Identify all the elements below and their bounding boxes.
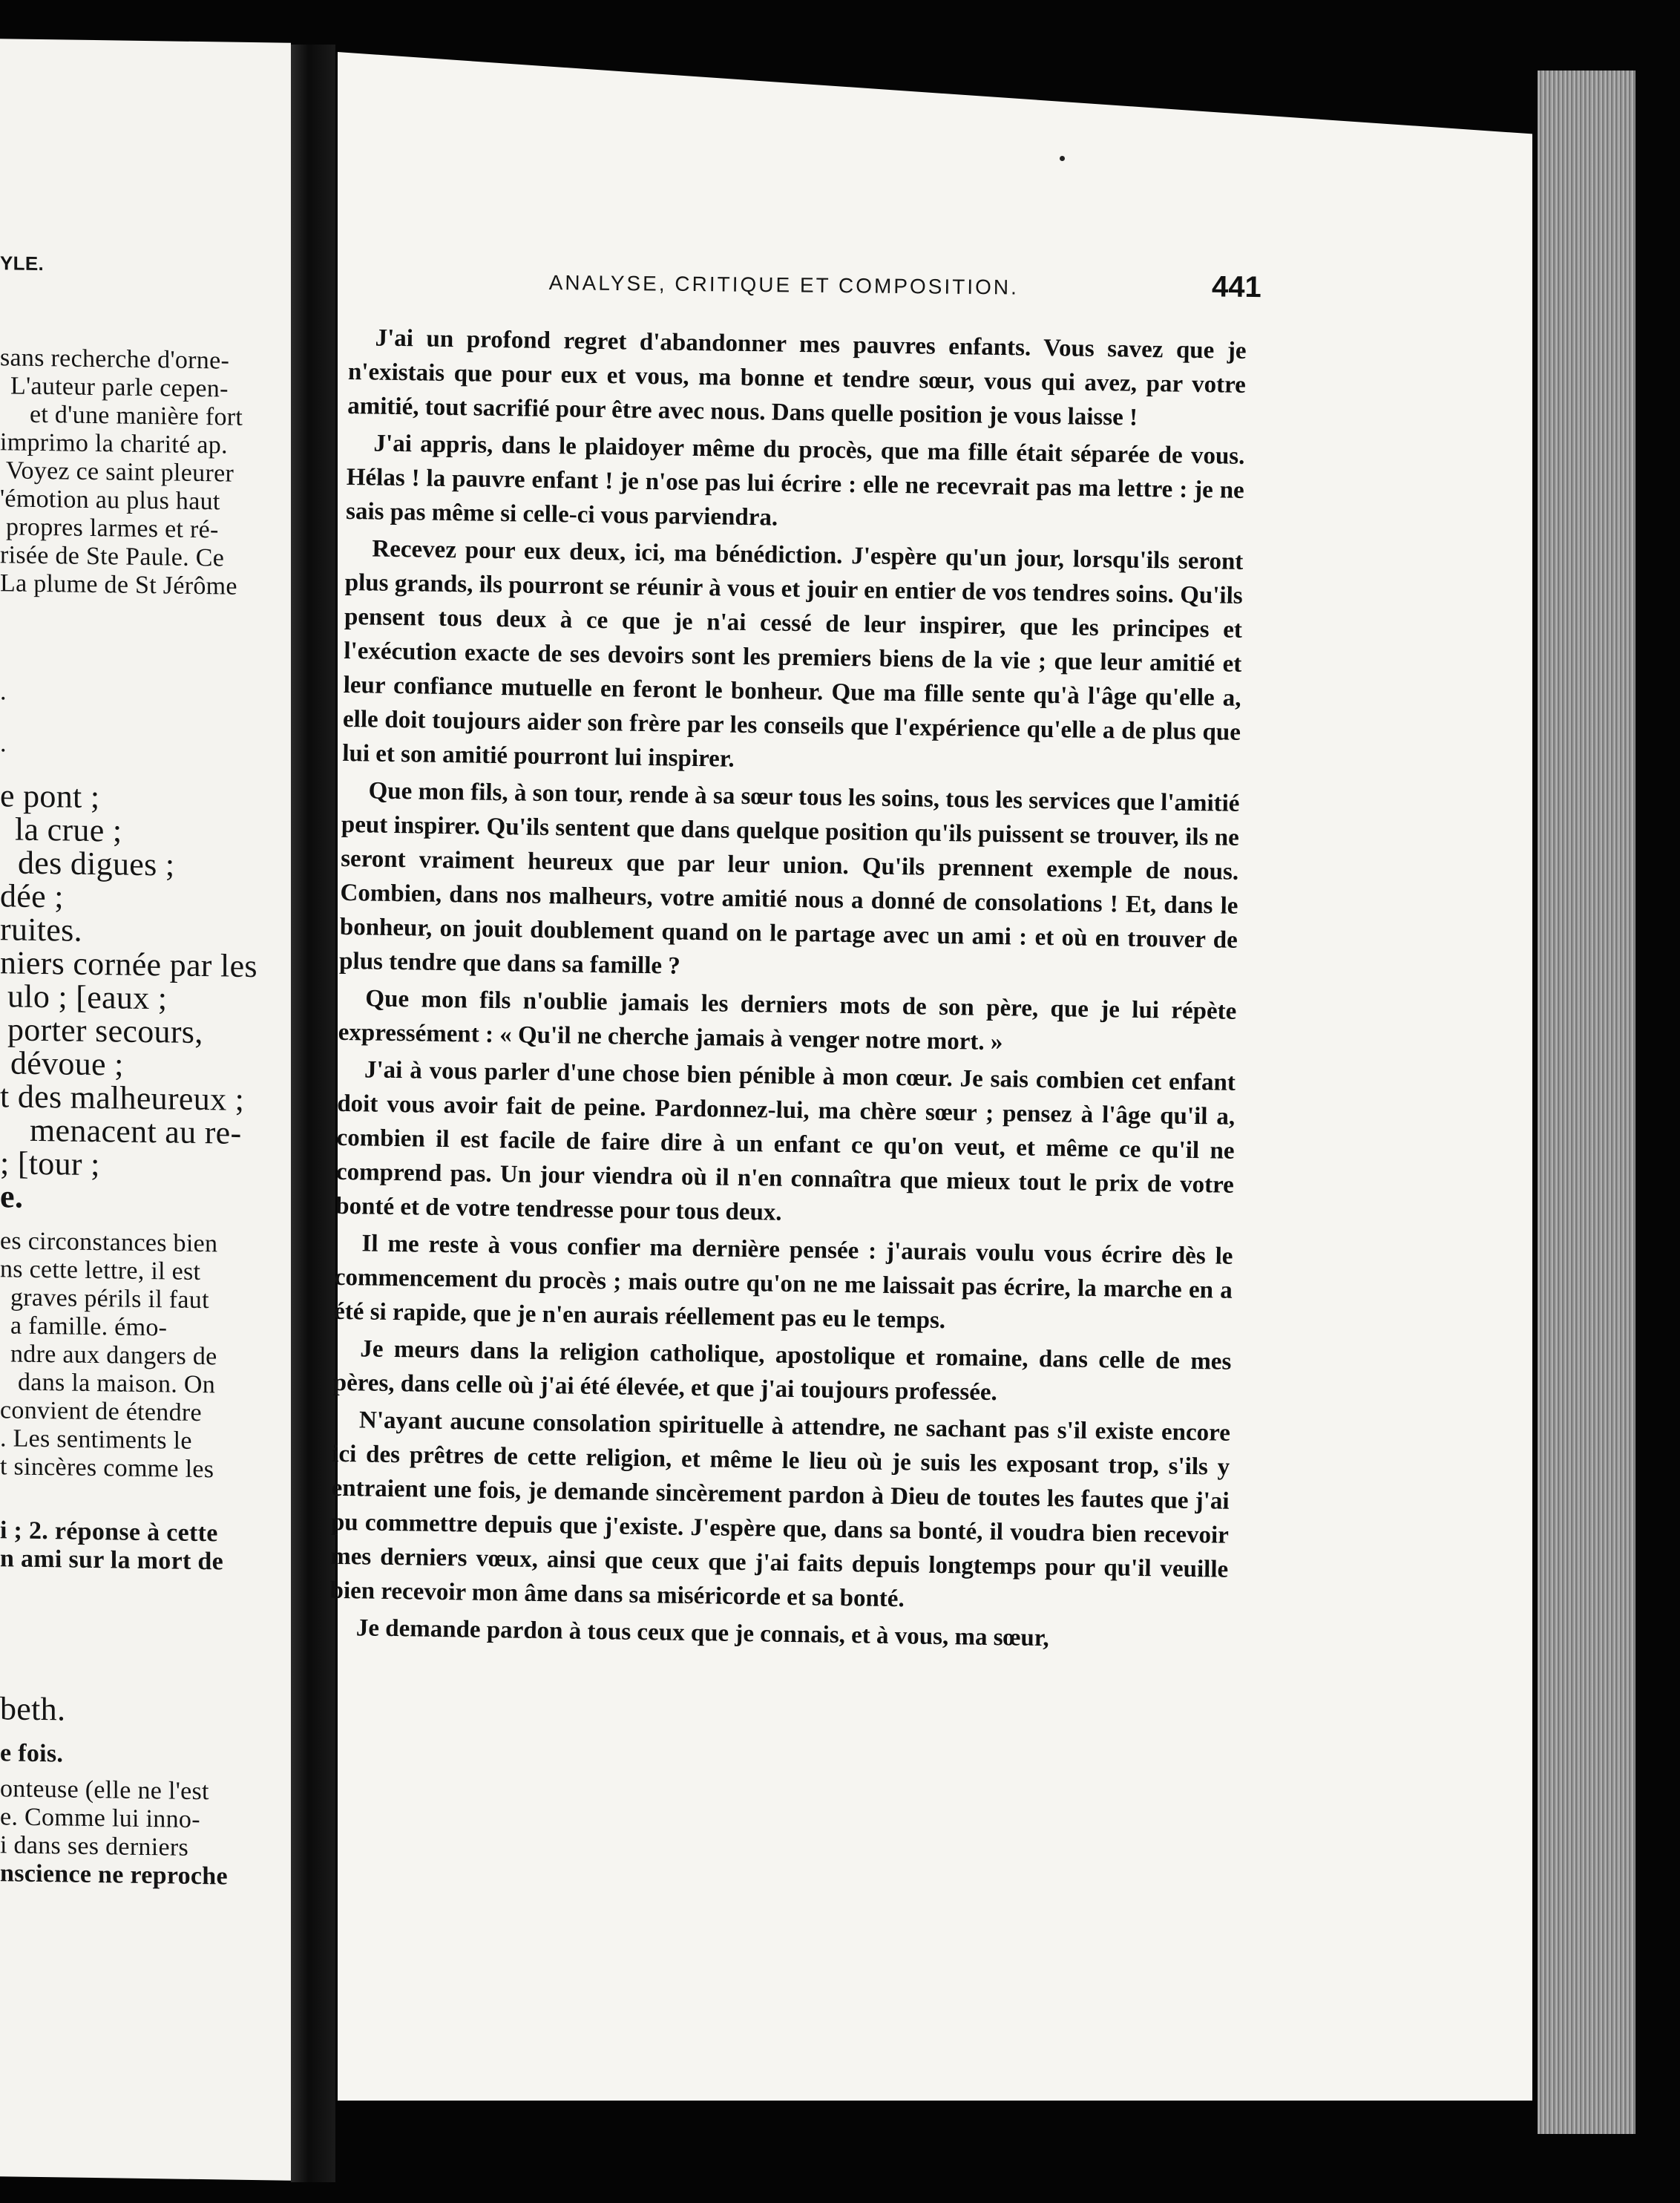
left-text-fragment: convient de étendre (0, 1396, 202, 1427)
left-text-fragment: ; [tour ; (0, 1145, 100, 1183)
paragraph: Que mon fils, à son tour, rende à sa sœur tous les soins, tous les services que l'amitié peut inspirer. Qu'ils sentent que dans quelque position qu'ils puissent se trouver, ils ne seront vraiment heureux que par leur union. Qu'ils prennent exemple de nous. Combien, dans nos malheurs, votre amitié nous a donné de consolations ! Et, dans le bonheur, on jouit doublement quand on le partage avec un ami : et où en trouver de plus tendre que dans sa famille ? (338, 777, 1240, 980)
left-text-fragment: e fois. (0, 1739, 64, 1768)
paragraph: Je demande pardon à tous ceux que je connais, et à vous, ma sœur, (355, 1614, 1049, 1652)
left-text-fragment: risée de Ste Paule. Ce (0, 541, 225, 572)
left-text-fragment: ruites. (0, 911, 82, 949)
paragraph: J'ai un profond regret d'abandonner mes pauvres enfants. Vous savez que je n'existais que pour eux et vous, ma bonne et tendre sœur, vous qui avez, par votre amitié, tout sacrifié pour être avec nous. Dans quelle position je vous laisse ! (347, 324, 1247, 431)
left-text-fragment: . (0, 730, 7, 758)
left-text-fragment: dée ; (0, 877, 64, 915)
left-text-fragment: propres larmes et ré- (6, 513, 219, 544)
left-text-fragment: sans recherche d'orne- (0, 344, 230, 375)
paragraph: N'ayant aucune consolation spirituelle à attendre, ne sachant pas s'il existe encore ici des prêtres de cette religion, et même le lieu où je suis les exposant trop, s'ils y entraient une fois, je demande sincèrement pardon à Dieu de toutes les fautes que j'ai pu commettre depuis que j'existe. J'espère que, dans sa bonté, il voudra bien recevoir mes derniers vœux, ainsi que ceux que j'ai faits depuis longtemps pour qu'il veuille bien recevoir mon âme dans sa miséricorde et sa bonté. (329, 1407, 1231, 1613)
left-text-fragment: e pont ; (0, 777, 100, 816)
left-text-fragment: dans la maison. On (18, 1368, 216, 1399)
left-text-fragment: t sincères comme les (0, 1453, 214, 1484)
left-text-fragment: i ; 2. réponse à cette (0, 1516, 218, 1548)
page-speck (1060, 156, 1065, 161)
left-text-fragment: e. (0, 1178, 24, 1215)
left-text-fragment: es circonstances bien (0, 1227, 218, 1258)
left-text-fragment: a famille. émo- (10, 1312, 168, 1342)
paragraph: Recevez pour eux deux, ici, ma bénédiction. J'espère qu'un jour, lorsqu'ils seront plus grands, ils pourront se réunir à vous et jouir en entier de vos tendres soins. Qu'ils pensent tous deux à ce que je n'ai cessé de leur inspirer, que les principes et l'exécution exacte de ses devoirs sont les premiers biens de la vie ; que leur amitié et leur confiance mutuelle en feront le bonheur. Que ma fille sente qu'à l'âge qu'elle a, elle doit toujours aider son frère par les conseils que l'expérience qu'elle a de plus que lui et son amitié pourront lui inspirer. (342, 535, 1244, 773)
left-text-fragment: des digues ; (18, 844, 175, 883)
paragraph: J'ai à vous parler d'une chose bien pénible à mon cœur. Je sais combien cet enfant doit vous avoir fait de peine. Pardonnez-lui, ma chère sœur ; pensez à l'âge qu'il a, combien il est facile de faire dire à un enfant ce qu'on veut, et même ce qu'il ne comprend pas. Un jour viendra où il n'en connaîtra que mieux tout le prix de votre bonté et de votre tendresse pour tous deux. (335, 1056, 1236, 1226)
book-gutter (291, 45, 335, 2182)
left-text-fragment: . Les sentiments le (0, 1424, 192, 1455)
left-text-fragment: porter secours, (7, 1011, 203, 1051)
left-text-fragment: et d'une manière fort (30, 400, 243, 431)
left-text-fragment: La plume de St Jérôme (0, 569, 237, 600)
paragraph: Que mon fils n'oublie jamais les derniers mots de son père, que je lui répète expressément : « Qu'il ne cherche jamais à venger notre mort. » (338, 985, 1237, 1056)
paragraph: J'ai appris, dans le plaidoyer même du procès, que ma fille était séparée de vous. Hélas ! la pauvre enfant ! je n'ose pas lui écrire : elle ne recevrait pas ma lettre : je ne sais pas même si celle-ci vous parviendra. (345, 430, 1245, 531)
left-text-fragment: t des malheureux ; (0, 1078, 245, 1118)
left-text-fragment: L'auteur parle cepen- (10, 372, 229, 403)
left-text-fragment: Voyez ce saint pleurer (6, 456, 234, 488)
left-text-fragment: ns cette lettre, il est (0, 1255, 201, 1286)
left-text-fragment: la crue ; (15, 811, 122, 849)
left-text-fragment: imprimo la charité ap. (0, 428, 228, 459)
left-running-head-fragment: YLE. (0, 252, 44, 275)
left-text-fragment: menacent au re- (30, 1111, 242, 1151)
left-page (0, 39, 291, 2180)
letter-body (329, 321, 1246, 1661)
left-text-fragment: onteuse (elle ne l'est (0, 1775, 209, 1806)
left-text-fragment: graves périls il faut (10, 1283, 209, 1315)
left-text-fragment: nscience ne reproche (0, 1859, 228, 1891)
running-title: ANALYSE, CRITIQUE ET COMPOSITION. (548, 270, 1020, 299)
paragraph: Je meurs dans la religion catholique, apostolique et romaine, dans celle de mes pères, dans celle où j'ai été élevée, et que j'ai toujours professée. (332, 1335, 1232, 1407)
left-text-fragment: . (0, 678, 7, 706)
left-text-fragment: ulo ; [eaux ; (7, 978, 168, 1017)
left-text-fragment: niers cornée par les (0, 944, 257, 985)
page-number: 441 (1211, 270, 1261, 304)
left-text-fragment: beth. (0, 1690, 66, 1728)
left-text-fragment: 'émotion au plus haut (0, 485, 220, 516)
paragraph: Il me reste à vous confier ma dernière pensée : j'aurais voulu vous écrire dès le commencement du procès ; mais outre qu'on ne me laissait pas écrire, la marche en a été si rapide, que je n'en aurais réellement pas eu le temps. (333, 1230, 1233, 1335)
left-text-fragment: n ami sur la mort de (0, 1545, 223, 1576)
left-text-fragment: ndre aux dangers de (10, 1340, 217, 1371)
left-text-fragment: i dans ses derniers (0, 1831, 189, 1862)
left-text-fragment: e. Comme lui inno- (0, 1803, 200, 1834)
left-text-fragment: dévoue ; (10, 1044, 124, 1083)
page-edge (1538, 71, 1635, 2134)
